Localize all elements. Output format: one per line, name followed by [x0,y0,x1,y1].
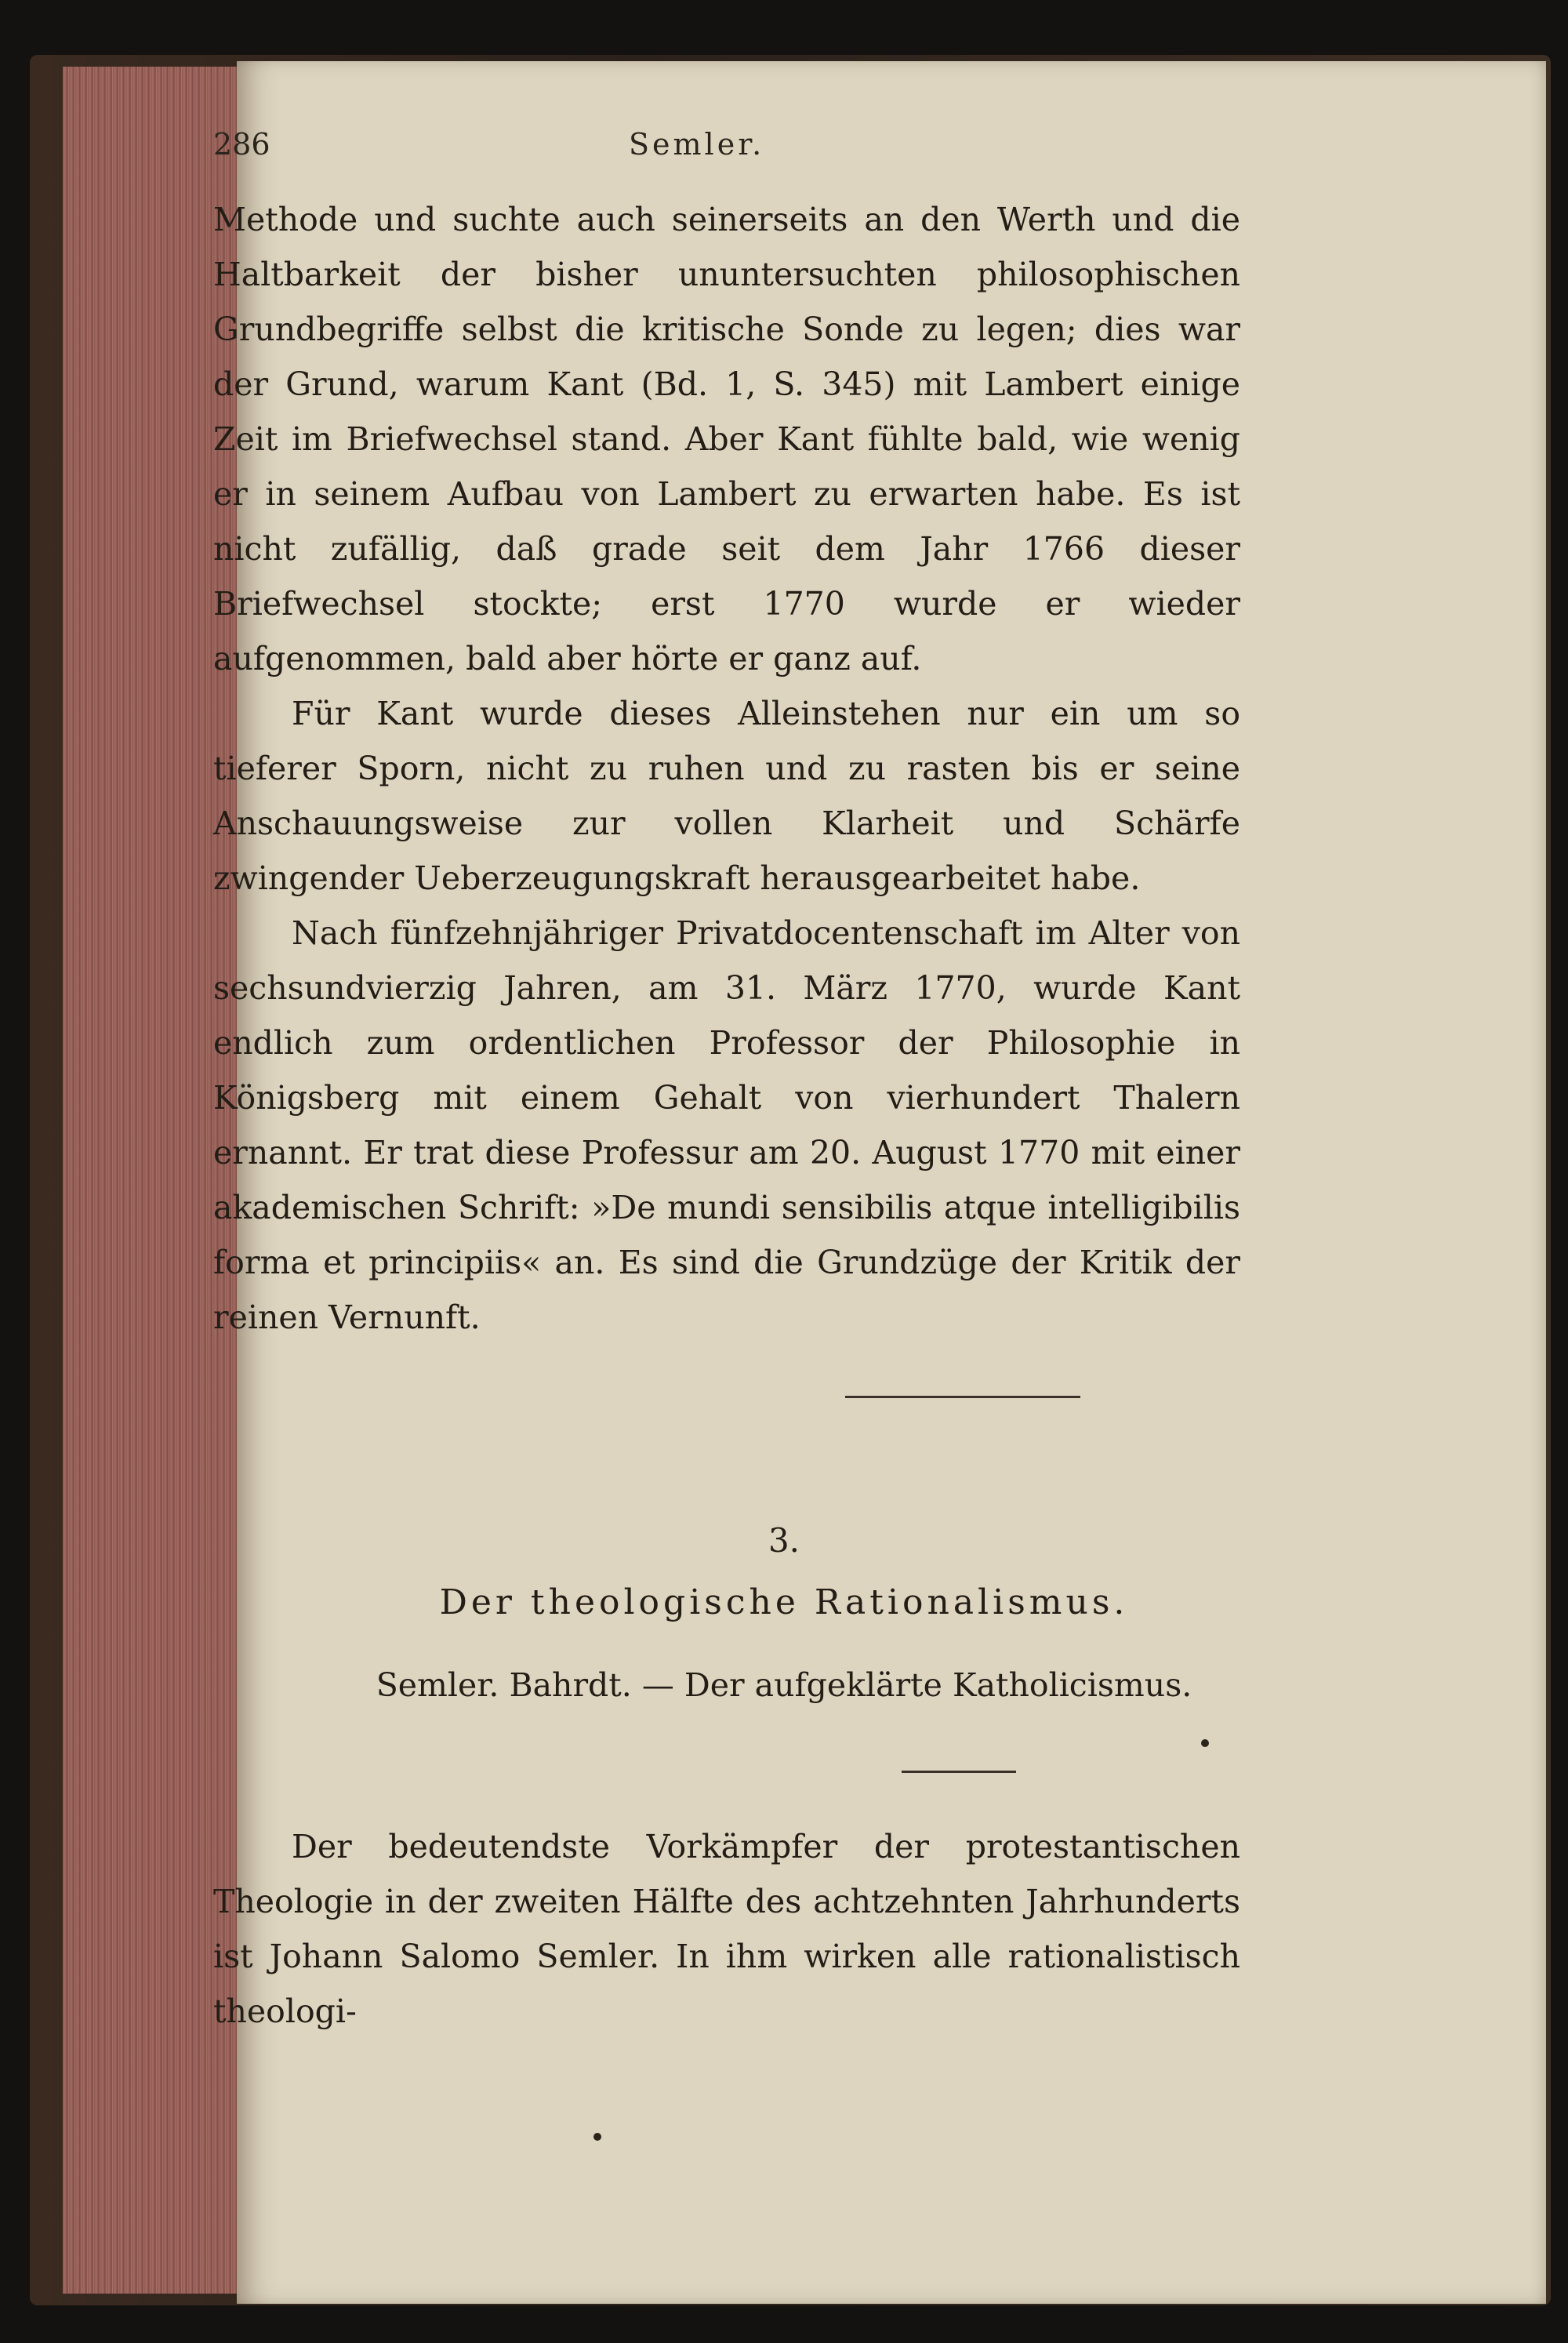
paragraph-3: Nach fünfzehnjähriger Privatdocentenschaft im Alter von sechsundvierzig Jahren, am 31. März 1770, wurde Kant endlich zum ordentlichen Professor der Philosophie in Königsberg mit einem Gehalt von vierhundert Thalern ernannt. Er trat diese Professur am 20. August 1770 mit einer akademischen Schrift: »De mundi sensibilis atque intelligibilis forma et principiis« an. Es sind die Grundzüge der Kritik der reinen Vernunft. [213,914,1240,1336]
section-title: Der theologische Rationalismus. [439,1582,1129,1622]
page-number: 286 [213,127,270,162]
paragraph-2: Für Kant wurde dieses Alleinstehen nur ein um so tieferer Sporn, nicht zu ruhen und zu rasten bis er seine Anschauungsweise zur vollen Klarheit und Schärfe zwingender Ueberzeugungskraft herausgearbeitet habe. [213,695,1240,897]
ink-speck [1201,1739,1209,1747]
running-head: Semler. [629,127,765,162]
page-header [213,127,1232,174]
ink-speck [593,2133,601,2141]
section-divider-rule [845,1396,1080,1398]
section-subtitle: Semler. Bahrdt. — Der aufgeklärte Katholicismus. [376,1666,1192,1704]
closing-paragraph: Der bedeutendste Vorkämpfer der protestantischen Theologie in der zweiten Hälfte des achtzehnten Jahrhunderts ist Johann Salomo Semler. In ihm wirken alle rationalistisch theologi- [213,1828,1240,2030]
paragraph-1: Methode und suchte auch seinerseits an den Werth und die Haltbarkeit der bisher ununtersuchten philosophischen Grundbegriffe selbst die kritische Sonde zu legen; dies war der Grund, warum Kant (Bd. 1, S. 345) mit Lambert einige Zeit im Briefwechsel stand. Aber Kant fühlte bald, wie wenig er in seinem Aufbau von Lambert zu erwarten habe. Es ist nicht zufällig, daß grade seit dem Jahr 1766 dieser Briefwechsel stockte; erst 1770 wurde er wieder aufgenommen, bald aber hörte er ganz auf. [213,201,1240,677]
section-number: 3. [768,1521,800,1560]
subtitle-rule [902,1771,1016,1773]
main-text [213,192,1240,1345]
section-text [213,1819,1240,2039]
